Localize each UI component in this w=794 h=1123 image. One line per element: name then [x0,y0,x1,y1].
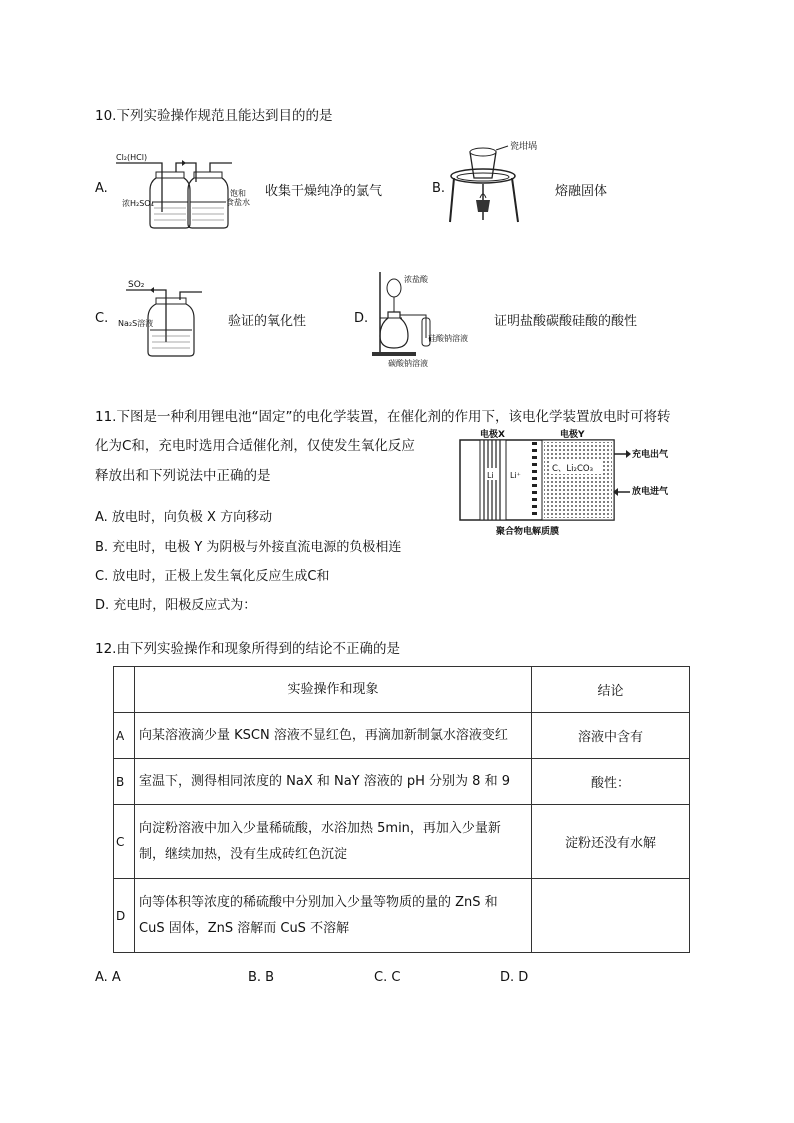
row-conclusion: 溶液中含有 [532,713,690,759]
q11-option-b: B. 充电时，电极 Y 为阴极与外接直流电源的负极相连 [95,540,402,555]
q10-stem: 10.下列实验操作规范且能达到目的的是 [95,108,333,124]
row-operation-line: CuS 固体，ZnS 溶解而 CuS 不溶解 [139,920,350,936]
q12-stem: 12.由下列实验操作和现象所得到的结论不正确的是 [95,641,400,657]
q11-stem-line1: 11.下图是一种利用锂电池“固定”的电化学装置，在催化剂的作用下，该电化学装置放电时可将转 [95,409,671,425]
q11-option-a: A. 放电时，向负极 X 方向移动 [95,510,273,525]
sodium-carbonate-label: 碳酸钠溶液 [388,359,428,368]
lithium-cell-figure [458,428,703,540]
q10-option-a-letter: A. [95,181,108,196]
table-row [114,759,690,805]
charge-out-label: 充电出气 [632,450,669,460]
q12-answer-d: D. D [500,970,529,985]
cathode-material-label: C、Li₂CO₃ [552,464,593,474]
membrane-label: 聚合物电解质膜 [496,527,560,537]
row-conclusion: 淀粉还没有水解 [532,805,690,879]
crucible-label: 瓷坩埚 [510,142,538,152]
header-operation: 实验操作和现象 [135,667,532,713]
q10-option-d-text: 证明盐酸碳酸硅酸的酸性 [494,314,638,329]
q11-option-c: C. 放电时，正极上发生氧化反应生成C和 [95,569,330,584]
row-conclusion [532,879,690,953]
q11-option-d: D. 充电时，阳极反应式为： [95,598,257,613]
row-conclusion: 酸性： [532,759,690,805]
q12-table [113,666,690,953]
brine-label-1: 饱和 [230,189,246,198]
row-operation: 室温下，测得相同浓度的 NaX 和 NaY 溶液的 pH 分别为 8 和 9 [135,759,532,805]
acid-label: 浓H₂SO₄ [122,199,154,208]
q10-option-a-text: 收集干燥纯净的氯气 [265,184,383,199]
li-label: Li [487,471,494,480]
row-label: D [114,879,135,953]
brine-label-2: 食盐水 [226,198,250,207]
so2-bottle-figure [114,276,214,358]
acid-strength-apparatus-figure [370,268,485,368]
discharge-in-label: 放电进气 [632,487,669,497]
row-operation [135,879,532,953]
row-label: A [114,713,135,759]
header-conclusion: 结论 [532,667,690,713]
q11-stem-line3: 释放出和下列说法中正确的是 [95,468,271,484]
q12-answer-b: B. B [248,970,275,985]
table-cell [114,667,135,713]
q11-stem-line2: 化为C和，充电时选用合适催化剂，仅使发生氧化反应 [95,438,415,454]
row-operation [135,805,532,879]
q10-option-d-letter: D. [354,311,369,326]
row-operation: 向某溶液滴少量 KSCN 溶液不显红色，再滴加新制氯水溶液变红 [135,713,532,759]
table-row [114,805,690,879]
q12-answer-c: C. C [374,970,401,985]
q10-option-c-letter: C. [95,311,109,326]
row-label: C [114,805,135,879]
hcl-label: 浓盐酸 [404,275,428,284]
gas-washing-bottles-figure [114,150,254,232]
li-ion-label: Li⁺ [510,471,521,480]
row-operation-line: 向等体积等浓度的稀硫酸中分别加入少量等物质的量的 ZnS 和 [139,894,498,910]
so2-label: SO₂ [128,280,145,290]
table-header-row [114,667,690,713]
q12-answer-a: A. A [95,970,121,985]
q10-option-c-text: 验证的氧化性 [228,314,307,329]
q10-option-b-letter: B. [432,181,446,196]
row-operation-line: 制，继续加热，没有生成砖红色沉淀 [139,846,348,862]
row-label: B [114,759,135,805]
sodium-silicate-label: 硅酸钠溶液 [428,334,468,343]
na2s-label: Na₂S溶液 [118,319,154,328]
electrode-x-label: 电极X [480,430,505,440]
electrode-y-label: 电极Y [560,430,585,440]
gas-label: Cl₂(HCl) [116,153,148,162]
row-operation-line: 向淀粉溶液中加入少量稀硫酸，水浴加热 5min，再加入少量新 [139,820,501,836]
q10-option-b-text: 熔融固体 [555,184,608,199]
table-row [114,879,690,953]
table-row [114,713,690,759]
